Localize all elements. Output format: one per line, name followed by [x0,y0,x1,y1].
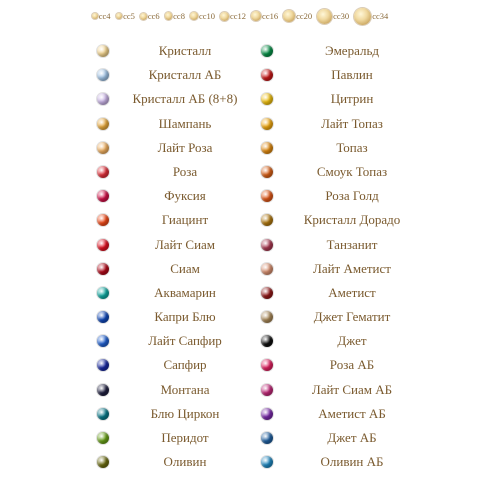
color-name: Цитрин [330,91,374,107]
color-row [0,185,480,209]
color-name: Лайт Роза [157,139,213,155]
size-item [92,11,111,21]
color-row [0,403,480,427]
color-name: Роза АБ [329,357,375,373]
size-item [190,11,215,21]
size-item [251,11,278,21]
color-name: Роза Голд [325,188,379,204]
color-name: Лайт Топаз [321,115,383,131]
size-item [220,11,246,21]
size-item [354,8,388,25]
size-label: cc34 [372,11,389,21]
color-name: Танзанит [326,236,378,252]
color-row [0,330,480,354]
size-item [140,11,160,21]
size-label: cc5 [123,11,135,21]
rhinestone-swatch-icon [261,142,273,154]
color-name: Сиам [170,260,200,276]
rhinestone-swatch-icon [261,214,273,226]
rhinestone-swatch-icon [97,214,109,226]
color-name: Джет [337,333,367,349]
rhinestone-swatch-icon [261,190,273,202]
color-row [0,113,480,137]
color-row [0,427,480,451]
color-name: Топаз [336,139,368,155]
size-label: cc20 [296,11,313,21]
rhinestone-size-icon [92,13,98,19]
rhinestone-size-icon [354,8,371,25]
color-row [0,64,480,88]
rhinestone-swatch-icon [97,166,109,178]
rhinestone-swatch-icon [261,45,273,57]
color-name: Капри Блю [154,309,216,325]
rhinestone-swatch-icon [97,432,109,444]
color-row [0,234,480,258]
rhinestone-swatch-icon [97,311,109,323]
rhinestone-swatch-icon [261,93,273,105]
color-name: Павлин [331,67,373,83]
rhinestone-swatch-icon [97,287,109,299]
size-item [165,11,185,21]
rhinestone-swatch-icon [261,456,273,468]
rhinestone-size-icon [140,13,147,20]
color-name: Лайт Сапфир [148,333,222,349]
rhinestone-swatch-icon [97,190,109,202]
size-label: cc4 [98,11,111,21]
color-name: Кристалл АБ (8+8) [132,91,238,107]
color-name: Монтана [160,381,210,397]
size-item [317,9,349,24]
rhinestone-swatch-icon [97,69,109,81]
rhinestone-swatch-icon [261,311,273,323]
rhinestone-swatch-icon [97,263,109,275]
rhinestone-swatch-icon [97,408,109,420]
rhinestone-size-icon [220,12,229,21]
rhinestone-swatch-icon [97,384,109,396]
rhinestone-swatch-icon [261,359,273,371]
color-name: Аметист АБ [318,405,386,421]
color-name: Оливин АБ [320,454,384,470]
color-name: Сапфир [163,357,207,373]
color-row [0,161,480,185]
color-name: Кристалл АБ [148,67,222,83]
rhinestone-swatch-icon [97,142,109,154]
rhinestone-size-icon [165,12,173,20]
rhinestone-swatch-icon [261,287,273,299]
rhinestone-size-icon [251,11,261,21]
size-label: cc6 [147,11,160,21]
rhinestone-swatch-icon [261,432,273,444]
color-row [0,88,480,112]
color-name: Перидот [161,430,209,445]
color-name: Аквамарин [154,284,216,300]
rhinestone-swatch-icon [97,45,109,57]
size-label: cc30 [333,11,350,21]
color-row [0,379,480,403]
size-label: cc12 [230,11,247,21]
color-row [0,451,480,475]
color-name: Джет АБ [327,430,377,445]
color-name: Лайт Сиам [154,236,216,252]
size-scale [0,4,480,28]
rhinestone-swatch-icon [97,93,109,105]
color-name: Блю Циркон [150,405,220,421]
rhinestone-swatch-icon [261,118,273,130]
rhinestone-swatch-icon [261,335,273,347]
rhinestone-swatch-icon [261,239,273,251]
rhinestone-swatch-icon [97,335,109,347]
color-name: Эмеральд [325,43,379,58]
rhinestone-size-icon [190,12,198,20]
color-row [0,282,480,306]
color-name: Лайт Аметист [313,260,391,276]
rhinestone-swatch-icon [261,263,273,275]
rhinestone-swatch-icon [261,408,273,420]
rhinestone-swatch-icon [97,359,109,371]
color-name: Роза [172,163,198,179]
color-row [0,209,480,233]
size-item [283,10,312,22]
color-name: Оливин [163,454,207,470]
rhinestone-swatch-icon [261,69,273,81]
color-name: Аметист [328,284,376,300]
rhinestone-swatch-icon [261,166,273,178]
color-row [0,40,480,64]
color-row [0,258,480,282]
size-label: cc10 [198,11,215,21]
rhinestone-swatch-icon [97,456,109,468]
color-name: Гиацинт [161,212,209,228]
color-name: Джет Гематит [313,309,391,325]
rhinestone-swatch-icon [97,239,109,251]
rhinestone-size-icon [317,9,332,24]
color-row [0,137,480,161]
color-row [0,306,480,330]
color-name: Кристалл [158,43,212,58]
color-name: Смоук Топаз [316,163,388,179]
color-name: Лайт Сиам АБ [311,381,393,397]
color-name: Шампань [158,115,212,131]
color-name: Фуксия [164,188,206,204]
color-row [0,354,480,378]
color-chart [0,40,480,475]
rhinestone-swatch-icon [261,384,273,396]
rhinestone-size-icon [116,13,123,20]
size-item [116,11,135,21]
size-label: cc16 [262,11,279,21]
rhinestone-swatch-icon [97,118,109,130]
color-name: Кристалл Дорадо [303,212,401,228]
rhinestone-size-icon [283,10,295,22]
size-label: cc8 [173,11,185,21]
